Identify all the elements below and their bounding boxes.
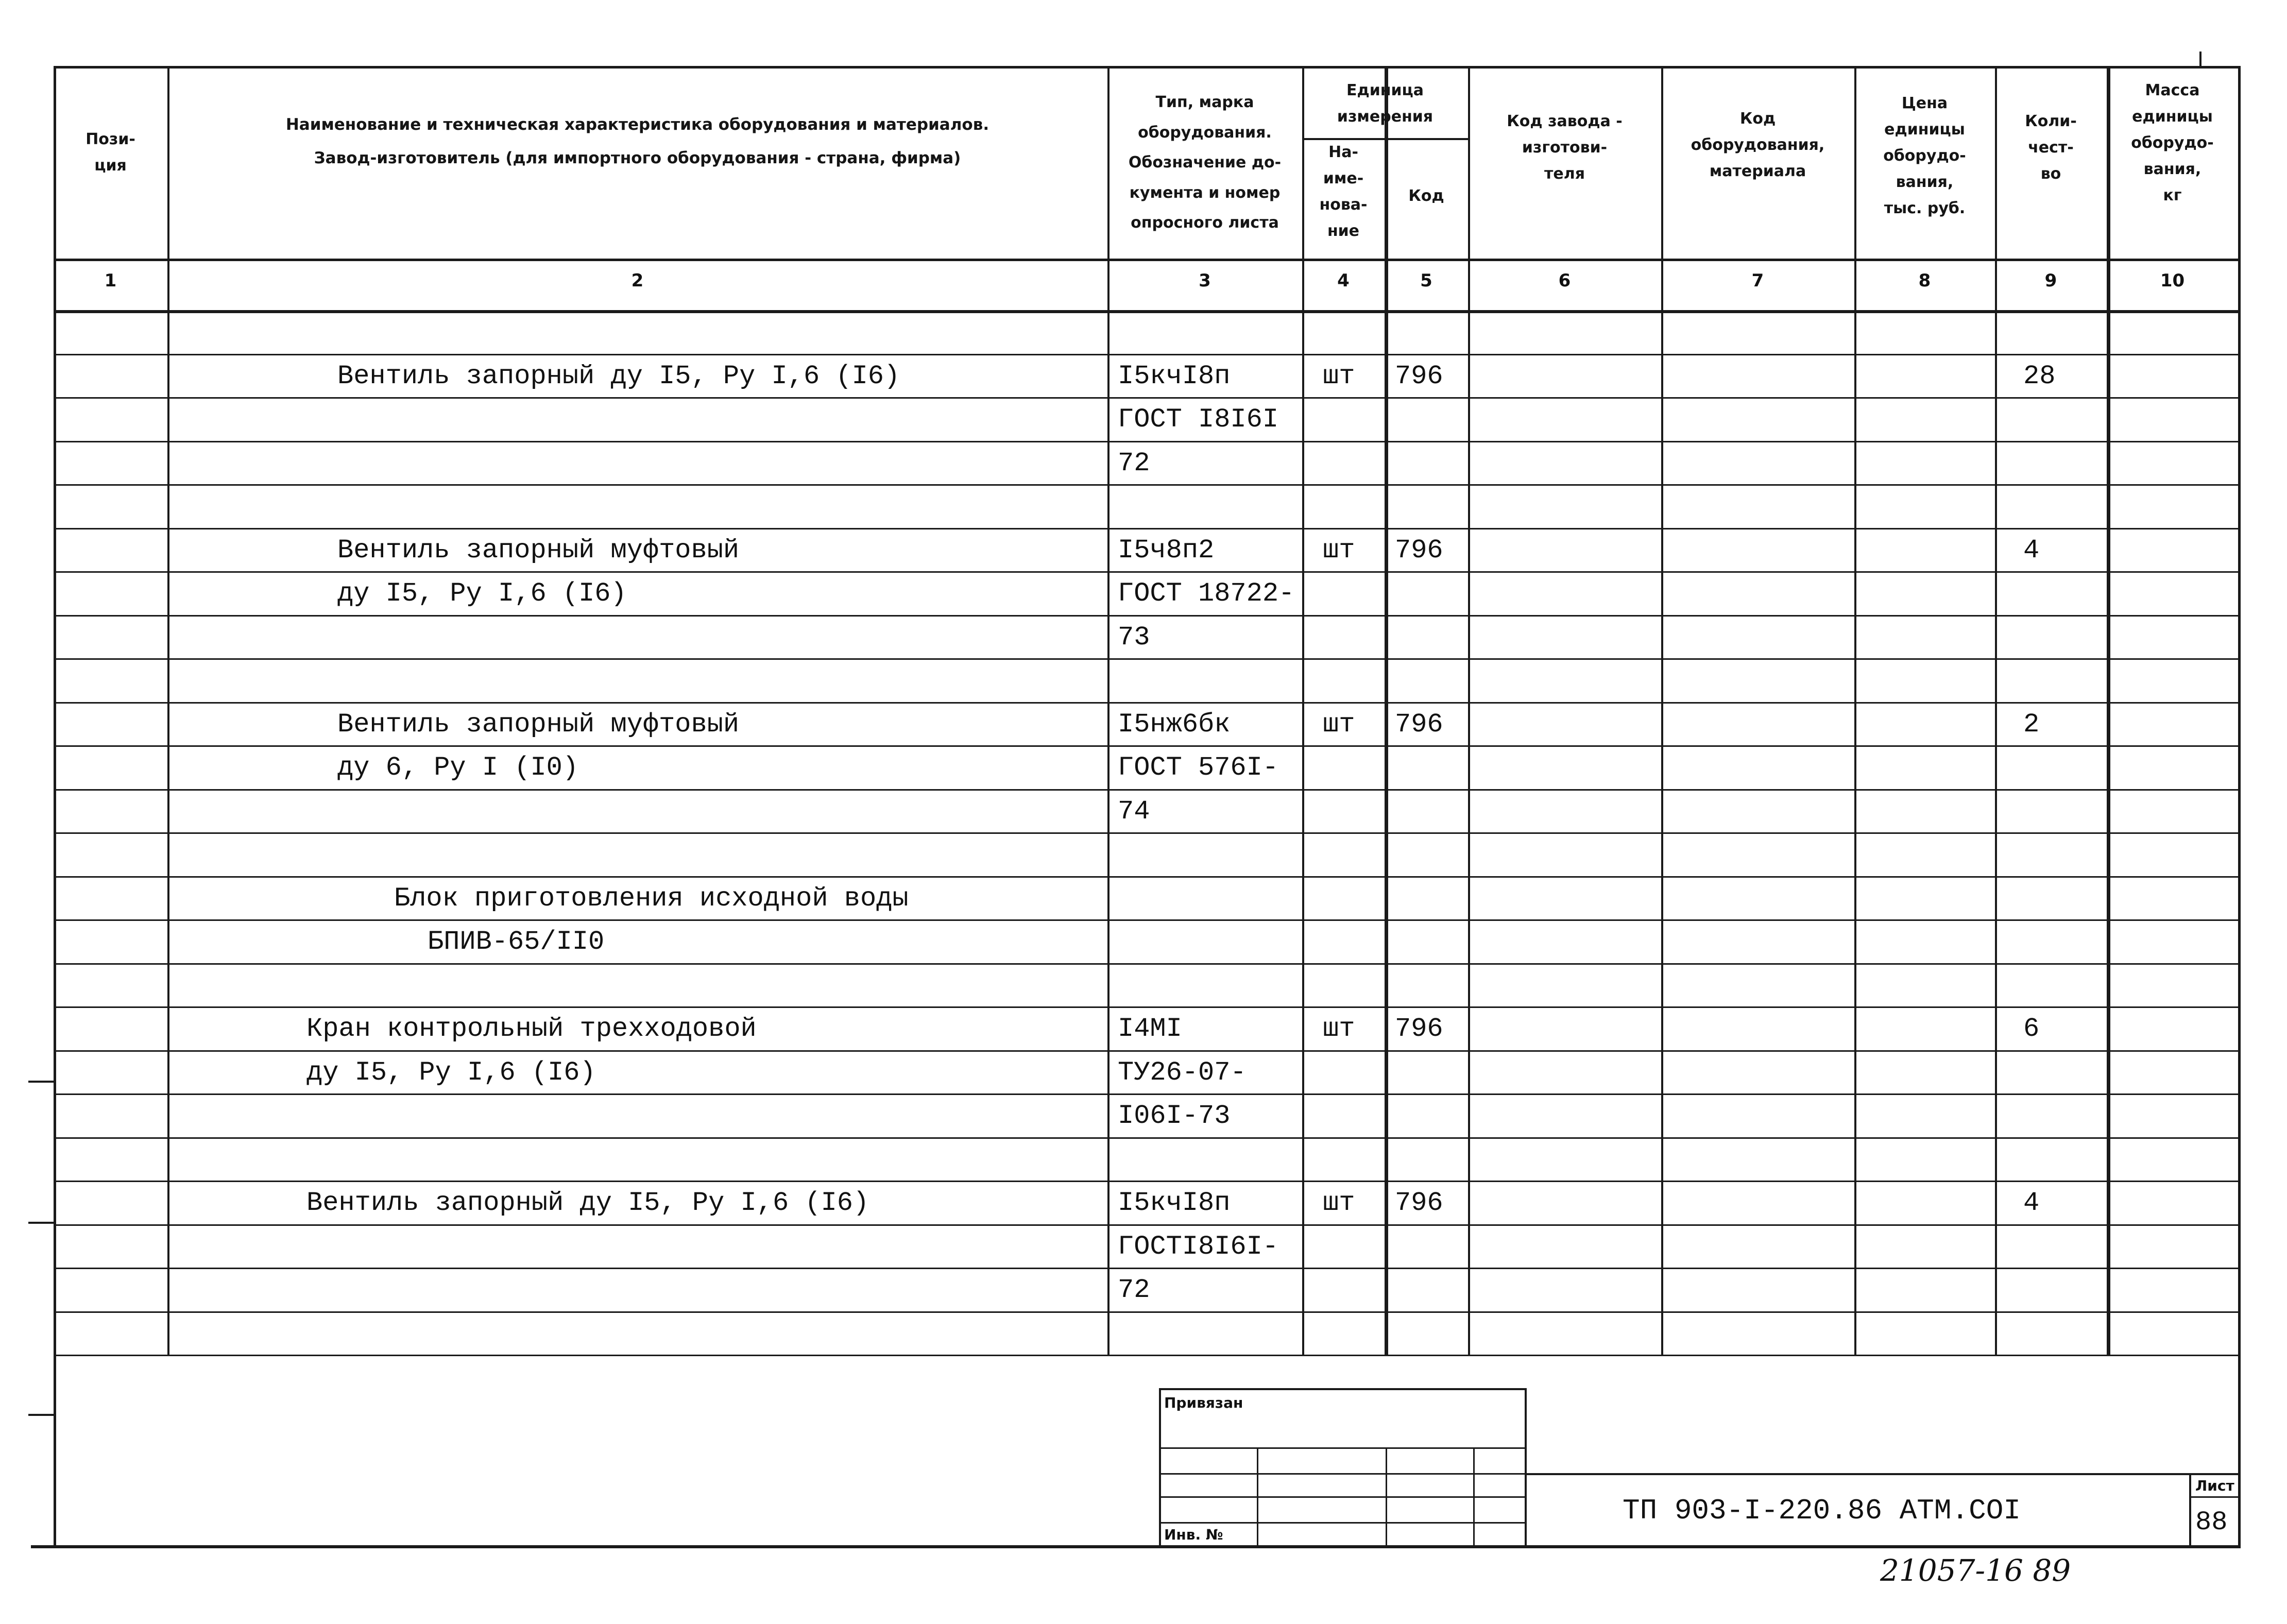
inventory-number-label: Инв. №: [1164, 1526, 1223, 1543]
number-row-line: [54, 310, 2238, 313]
row-line: [54, 1311, 2238, 1313]
row-type: 72: [1118, 448, 1150, 478]
document-code: ТП 903-I-220.86 АТМ.СОI: [1623, 1494, 2021, 1527]
column-number-6: 6: [1558, 270, 1571, 291]
row-line: [54, 832, 2238, 834]
row-code: 796: [1395, 709, 1443, 740]
row-quantity: 2: [2023, 709, 2040, 740]
column-number-1: 1: [104, 270, 117, 291]
row-name: ду 6, Ру I (I0): [337, 753, 579, 783]
stamp-line: [1386, 1447, 1387, 1545]
row-name: БПИВ-65/II0: [428, 927, 605, 957]
row-line: [54, 441, 2238, 442]
row-type: I06I-73: [1118, 1101, 1231, 1131]
row-quantity: 4: [2023, 1188, 2040, 1218]
row-unit: шт: [1323, 1014, 1355, 1044]
row-type: I5кчI8п: [1118, 1188, 1231, 1218]
row-type: I4МI: [1118, 1014, 1182, 1044]
row-line: [54, 1006, 2238, 1008]
stamp-line: [1525, 1473, 2238, 1475]
row-code: 796: [1395, 1188, 1443, 1218]
row-name: Вентиль запорный муфтовый: [337, 535, 740, 566]
row-type: 74: [1118, 796, 1150, 827]
column-header-6: Код завода - изготови- теля: [1507, 112, 1623, 183]
column-header-2: Наименование и техническая характеристика оборудования и материалов. Завод-изготовитель (для импортного оборудования - страна, фирма): [285, 115, 989, 168]
row-name: Вентиль запорный муфтовый: [337, 709, 740, 740]
frame-right: [2238, 66, 2241, 1545]
row-line: [54, 1224, 2238, 1226]
column-number-7: 7: [1751, 270, 1764, 291]
stamp-line: [1159, 1522, 1525, 1524]
row-line: [54, 1268, 2238, 1269]
stamp-line: [1257, 1447, 1258, 1545]
row-unit: шт: [1323, 709, 1355, 740]
row-line: [54, 354, 2238, 355]
row-line: [54, 745, 2238, 747]
corner-tick: [2199, 52, 2201, 66]
column-header-9: Коли- чест- во: [2025, 112, 2077, 183]
row-unit: шт: [1323, 535, 1355, 566]
row-line: [54, 1355, 2238, 1356]
row-type: ГОСТ 18722-: [1118, 578, 1295, 609]
sheet-box-line: [2189, 1473, 2191, 1545]
frame-bottom: [31, 1545, 2241, 1548]
column-header-3: Тип, марка оборудования. Обозначение до- кумента и номер опросного листа: [1128, 93, 1282, 232]
sheet-label: Лист: [2195, 1477, 2234, 1494]
sheet-number: 88: [2195, 1507, 2228, 1537]
row-name: Блок приготовления исходной воды: [394, 883, 909, 914]
row-line: [54, 1181, 2238, 1182]
row-type: 73: [1118, 622, 1150, 653]
stamp-line: [1159, 1496, 1525, 1498]
sheet-box-line: [2189, 1496, 2238, 1498]
row-unit: шт: [1323, 1188, 1355, 1218]
row-name: ду I5, Ру I,6 (I6): [306, 1057, 596, 1088]
column-header-10: Масса единицы оборудо- вания, кг: [2131, 81, 2214, 204]
stamp-line: [1159, 1447, 1525, 1449]
column-number-3: 3: [1199, 270, 1211, 291]
row-type: 72: [1118, 1275, 1150, 1305]
row-quantity: 4: [2023, 535, 2040, 566]
header-line: [54, 259, 2238, 261]
row-name: Вентиль запорный ду I5, Ру I,6 (I6): [337, 361, 900, 391]
row-line: [54, 1050, 2238, 1052]
row-quantity: 6: [2023, 1014, 2040, 1044]
row-unit: шт: [1323, 361, 1355, 391]
row-line: [54, 876, 2238, 878]
row-line: [54, 528, 2238, 529]
unit-group-header: Единица измерения: [1337, 81, 1433, 126]
row-line: [54, 919, 2238, 921]
row-line: [54, 397, 2238, 399]
column-number-8: 8: [1918, 270, 1931, 291]
row-line: [54, 1137, 2238, 1139]
column-header-8: Цена единицы оборудо- вания, тыс. руб.: [1883, 94, 1966, 217]
row-line: [54, 658, 2238, 660]
margin-tick: [28, 1414, 54, 1416]
row-line: [54, 571, 2238, 573]
stamp-line: [1159, 1473, 1525, 1475]
linked-label: Привязан: [1164, 1394, 1243, 1411]
row-type: ТУ26-07-: [1118, 1057, 1247, 1088]
row-type: I5нж6бк: [1118, 709, 1231, 740]
row-name: Кран контрольный трехходовой: [306, 1014, 757, 1044]
column-header-1: Пози- ция: [86, 130, 135, 175]
row-type: I5кчI8п: [1118, 361, 1231, 391]
stamp-line: [1525, 1388, 1527, 1545]
stamp-line: [1473, 1447, 1475, 1545]
row-type: I5ч8п2: [1118, 535, 1215, 566]
frame-top: [54, 66, 2238, 69]
row-name: Вентиль запорный ду I5, Ру I,6 (I6): [306, 1188, 869, 1218]
row-code: 796: [1395, 1014, 1443, 1044]
margin-tick: [28, 1081, 54, 1083]
row-line: [54, 963, 2238, 965]
column-header-5: Код: [1408, 187, 1444, 205]
column-number-5: 5: [1420, 270, 1432, 291]
row-code: 796: [1395, 535, 1443, 566]
handwritten-archive-number: 21057-16 89: [1880, 1553, 2071, 1588]
row-type: ГОСТI8I6I-: [1118, 1231, 1279, 1262]
row-type: ГОСТ 576I-: [1118, 753, 1279, 783]
stamp-line: [1159, 1388, 1525, 1390]
row-line: [54, 789, 2238, 791]
row-line: [54, 484, 2238, 486]
margin-tick: [28, 1222, 54, 1224]
column-number-9: 9: [2044, 270, 2057, 291]
column-number-10: 10: [2160, 270, 2185, 291]
row-line: [54, 615, 2238, 617]
row-line: [54, 1093, 2238, 1095]
row-type: ГОСТ I8I6I: [1118, 404, 1279, 435]
column-header-7: Код оборудования, материала: [1691, 110, 1825, 180]
row-quantity: 28: [2023, 361, 2056, 391]
column-number-4: 4: [1337, 270, 1350, 291]
column-number-2: 2: [631, 270, 644, 291]
row-line: [54, 702, 2238, 704]
row-name: ду I5, Ру I,6 (I6): [337, 578, 627, 609]
column-header-4: На- име- нова- ние: [1319, 143, 1368, 240]
row-code: 796: [1395, 361, 1443, 391]
